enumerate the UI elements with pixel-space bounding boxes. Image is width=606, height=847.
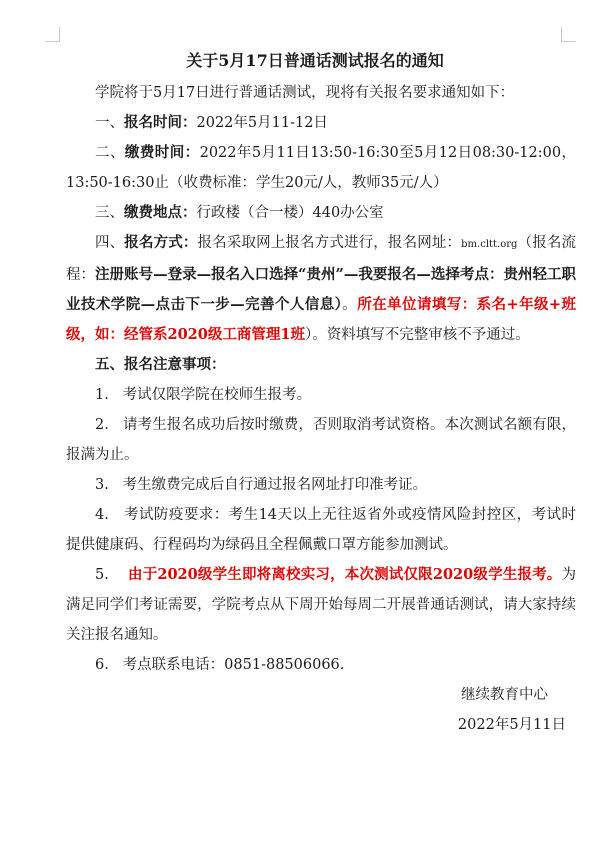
- document-title: 关于5月17日普通话测试报名的通知: [186, 51, 444, 70]
- section-text: 2022年5月11日13:50-16:30至5月12日08:30-12:00，13:50-16:30止（收费标准：学生20元/人，教师35元/人）: [66, 145, 577, 191]
- signature-date: 2022年5月11日: [457, 717, 566, 733]
- section-text: 2022年5月11-12日: [196, 115, 328, 131]
- note-item: [66, 560, 576, 650]
- flow-open: （报名流程：: [66, 235, 577, 283]
- section-heading: 报名时间：: [124, 114, 197, 131]
- note-number: 6.: [95, 657, 109, 673]
- section-registration-time: [66, 108, 576, 138]
- note-number: 2.: [95, 417, 109, 433]
- section-text: 行政楼（合一楼）440办公室: [196, 205, 384, 221]
- note-text: 为满足同学们考证需要，学院考点从下周开始每周二开展普通话测试，请大家持续关注报名通知。: [66, 567, 576, 643]
- section-number: 二、: [95, 145, 125, 161]
- note-item: [66, 410, 576, 470]
- section-heading: 报名方式：: [124, 234, 198, 251]
- note-item: [66, 650, 576, 680]
- note-text: 考试仅限学院在校师生报考。: [122, 387, 312, 403]
- note-item: [66, 380, 576, 410]
- document-body: [66, 44, 576, 740]
- note-number: 1.: [95, 387, 109, 403]
- note-text: 考试防疫要求：考生14天以上无往返省外或疫情风险封控区，考试时提供健康码、行程码均为绿码且全程佩戴口罩方能参加测试。: [66, 507, 577, 553]
- note-number: 4.: [95, 507, 109, 523]
- note-text: 考点联系电话：0851-88506066.: [122, 657, 345, 673]
- section-heading: 缴费地点：: [124, 204, 197, 221]
- note-item: [66, 500, 576, 560]
- section-notes-heading: 五、报名注意事项：: [95, 356, 226, 373]
- note-number: 5.: [95, 567, 109, 583]
- note-text: 请考生报名成功后按时缴费，否则取消考试资格。本次测试名额有限，报满为止。: [66, 417, 577, 463]
- section-payment-time: [66, 138, 576, 198]
- section-number: 三、: [95, 205, 124, 221]
- crop-mark-top-left: [45, 27, 60, 42]
- note-item: [66, 470, 576, 500]
- section-heading: 缴费时间：: [124, 144, 200, 161]
- section-number: 一、: [95, 115, 124, 131]
- crop-mark-top-right: [561, 27, 576, 42]
- flow-end: 。: [342, 297, 358, 313]
- section-registration-method: [66, 228, 576, 350]
- section-payment-location: [66, 198, 576, 228]
- note-number: 3.: [95, 477, 109, 493]
- registration-url: bm.cltt.org: [461, 239, 518, 250]
- section-tail: ）。资料填写不完整审核不予通过。: [304, 327, 530, 343]
- signature-organization: 继续教育中心: [461, 687, 548, 703]
- registration-flow: 注册账号—登录—报名入口选择“贵州”—我要报名—选择考点：贵州轻工职业技术学院—点击下一步—完善个人信息）: [66, 266, 577, 313]
- note-highlight: 由于2020级学生即将离校实习，本次测试仅限2020级学生报考。: [128, 566, 562, 583]
- section-number: 四、: [95, 235, 125, 251]
- intro-paragraph: 学院将于5月17日进行普通话测试，现将有关报名要求通知如下：: [95, 85, 515, 101]
- section-text: 报名采取网上报名方式进行，报名网址：: [197, 235, 462, 251]
- unit-fill-instruction: 所在单位请填写：系名+年级+班级，如：经管系2020级工商管理1班: [66, 296, 577, 343]
- note-text: 考生缴费完成后自行通过报名网址打印准考证。: [122, 477, 428, 493]
